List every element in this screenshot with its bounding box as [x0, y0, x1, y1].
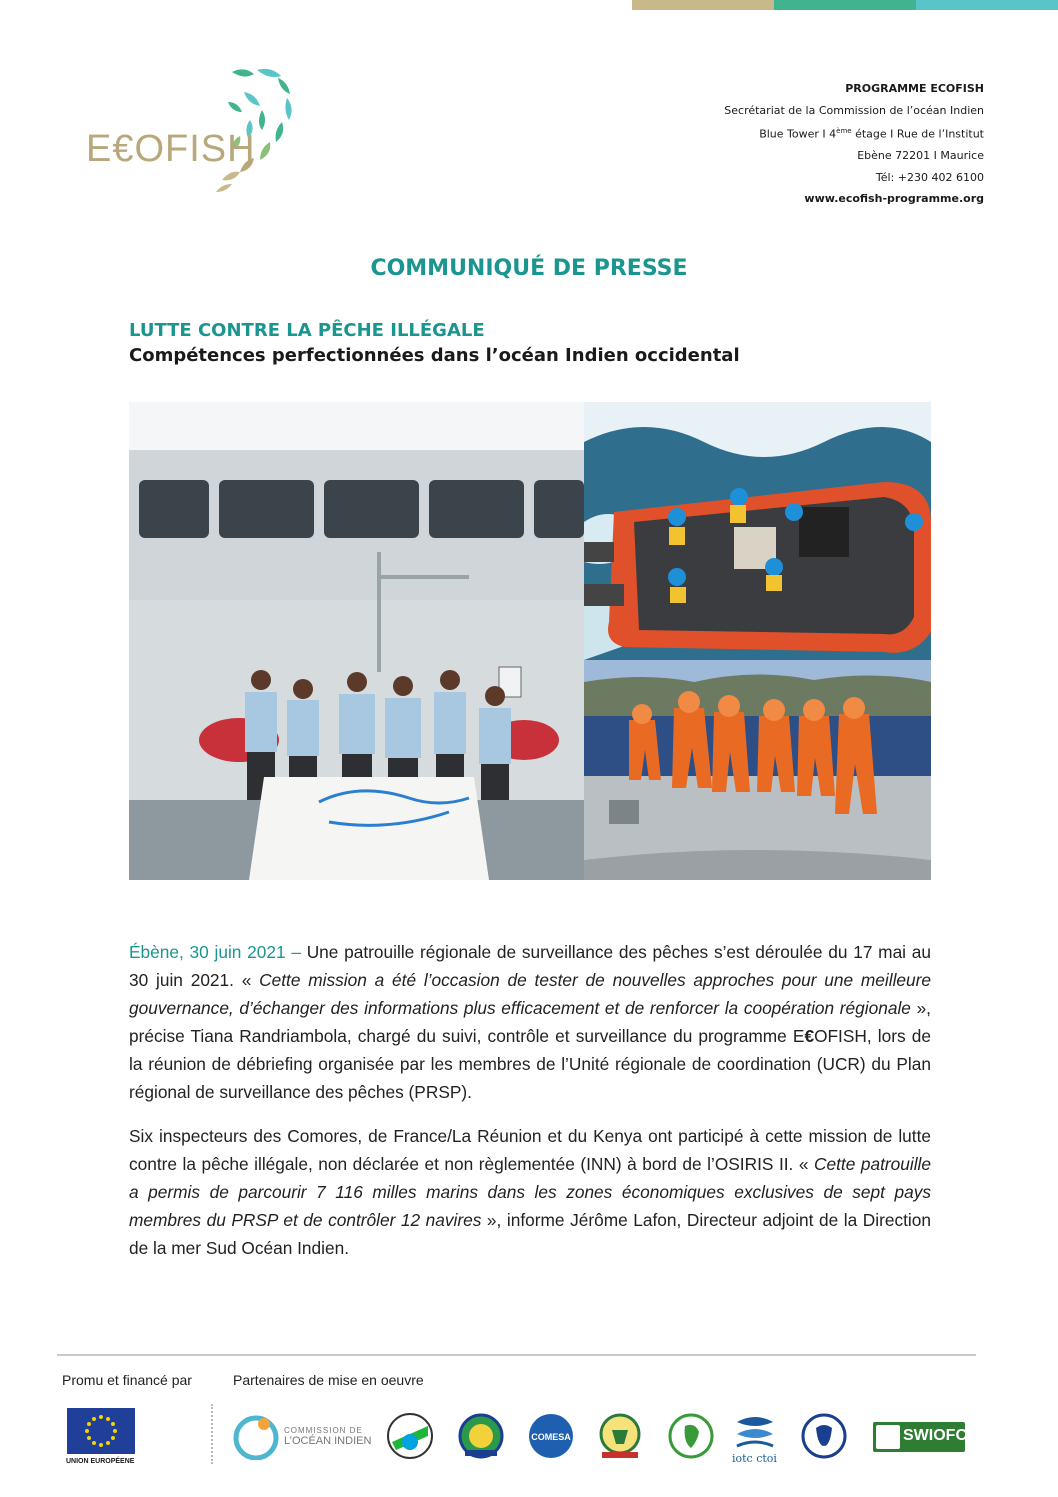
quote-lafon: Cette patrouille a permis de parcourir 7 116 milles marins dans les zones économiques exclusives de sept pays membres du PRSP et de contrôler 12 navires [129, 1154, 931, 1230]
coi-swirl-icon [232, 1412, 280, 1460]
quote-randriambola: Cette mission a été l’occasion de tester de nouvelles approches pour une meilleure gouvernance, d’échanger des informations plus efficacement et de renforcer la coopération régionale [129, 970, 931, 1018]
photo-boarding-boat [584, 402, 931, 660]
eu-caption: UNION EUROPÉENE [66, 1458, 135, 1465]
iotc-caption: iotc ctoi [732, 1452, 777, 1465]
funded-by-label: Promu et financé par [62, 1372, 192, 1388]
igad-logo [667, 1412, 715, 1460]
ecofish-logo [82, 62, 322, 207]
subtitle-topic: LUTTE CONTRE LA PÊCHE ILLÉGALE [129, 320, 485, 341]
svg-text:COMESA: COMESA [531, 1432, 571, 1442]
footer-divider [57, 1354, 976, 1356]
paragraph-inspectors: Six inspecteurs des Comores, de France/La Réunion et du Kenya ont participé à cette mission de lutte contre la pêche illégale, non déclarée et non règlementée (INN) à bord de l’OSIRIS II. « Cette patrouille a permis de parcourir 7 116 milles marins dans les zones économiques exclusives de sept pays membres du PRSP et de contrôler 12 navires », informe Jérôme Lafon, Directeur adjoint de la Direction de la mer Sud Océan Indien. [129, 1126, 931, 1258]
footer-separator [211, 1404, 213, 1464]
address-phone: Tél: +230 402 6100 [875, 170, 984, 184]
eac-logo [596, 1412, 644, 1460]
tanzania-partner-logo [386, 1412, 434, 1460]
sadc-logo [800, 1412, 848, 1460]
fao-icon [876, 1425, 900, 1449]
logo-wordmark: E€OFISH [86, 128, 256, 170]
subtitle-headline: Compétences perfectionnées dans l’océan Indien occidental [129, 345, 740, 366]
partners-label: Partenaires de mise en oeuvre [233, 1372, 424, 1388]
photo-survival-suits [584, 660, 931, 880]
top-color-strip [632, 0, 1058, 10]
paragraph-intro: Ébène, 30 juin 2021 – Une patrouille régionale de surveillance des pêches s’est déroulée du 17 mai au 30 juin 2021. « Cette mission a été l’occasion de tester de nouvelles approches pour une meilleure gouvernance, d’échanger des informations plus efficacement et de renforcer la coopération régionale », précise Tiana Randriambola, chargé du suivi, contrôle et surveillance du programme E€OFISH, lors de la réunion de débriefing organisée par les membres de l’Unité régionale de coordination (UCR) du Plan régional de surveillance des pêches (PRSP). [129, 942, 931, 1102]
address-line-3: Ebène 72201 I Maurice [857, 149, 984, 163]
swiofc-logo: SWIOFC [873, 1422, 965, 1452]
dateline: Ébène, 30 juin 2021 – [129, 942, 301, 962]
photo-crew-on-deck [129, 402, 584, 880]
program-name: PROGRAMME ECOFISH [845, 82, 984, 95]
eu-flag-icon [67, 1408, 135, 1454]
address-line-2: Blue Tower I 4ème étage I Rue de l’Institut [759, 127, 984, 141]
boarding-boat-icon [584, 402, 931, 660]
page-title: COMMUNIQUÉ DE PRESSE [370, 256, 688, 281]
website-link[interactable]: www.ecofish-programme.org [804, 192, 984, 206]
regional-partner-logo [457, 1412, 505, 1460]
address-line-1: Secrétariat de la Commission de l’océan Indien [724, 103, 984, 117]
address-block [724, 78, 984, 210]
coi-logo: COMMISSION DE L’OCÉAN INDIEN [232, 1412, 377, 1462]
crew-on-deck-icon [129, 402, 584, 880]
survival-suits-icon [584, 660, 931, 880]
comesa-logo [527, 1412, 575, 1460]
